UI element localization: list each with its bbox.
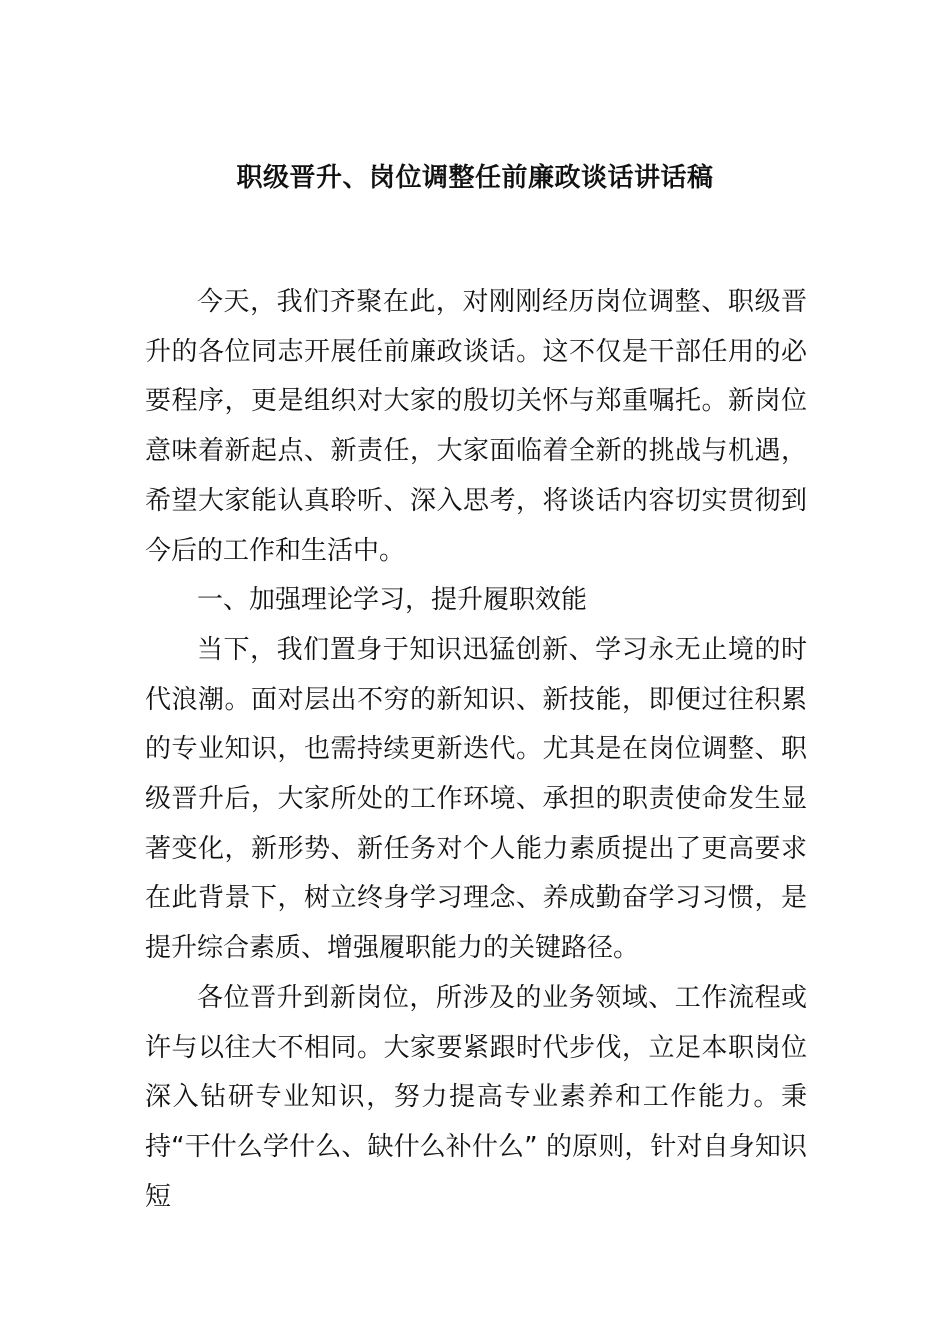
document-title: 职级晋升、岗位调整任前廉政谈话讲话稿 bbox=[236, 163, 714, 193]
document-body bbox=[145, 278, 807, 1222]
body-paragraph: 各位晋升到新岗位，所涉及的业务领域、工作流程或许与以往大不相同。大家要紧跟时代步伐，立足本职岗位深入钻研专业知识，努力提高专业素养和工作能力。秉持“干什么学什么、缺什么补什么” 的原则，针对自身知识短 bbox=[145, 982, 807, 1212]
section-heading: 一、加强理论学习，提升履职效能 bbox=[197, 585, 588, 616]
intro-paragraph: 今天，我们齐聚在此，对刚刚经历岗位调整、职级晋升的各位同志开展任前廉政谈话。这不仅是干部任用的必要程序，更是组织对大家的殷切关怀与郑重嘱托。新岗位意味着新起点、新责任，大家面临着全新的挑战与机遇，希望大家能认真聆听、深入思考，将谈话内容切实贯彻到今后的工作和生活中。 bbox=[145, 287, 807, 566]
body-paragraph: 当下，我们置身于知识迅猛创新、学习永无止境的时代浪潮。面对层出不穷的新知识、新技能，即便过往积累的专业知识，也需持续更新迭代。尤其是在岗位调整、职级晋升后，大家所处的工作环境、承担的职责使命发生显著变化，新形势、新任务对个人能力素质提出了更高要求在此背景下，树立终身学习理念、养成勤奋学习习惯，是提升综合素质、增强履职能力的关键路径。 bbox=[145, 634, 807, 964]
